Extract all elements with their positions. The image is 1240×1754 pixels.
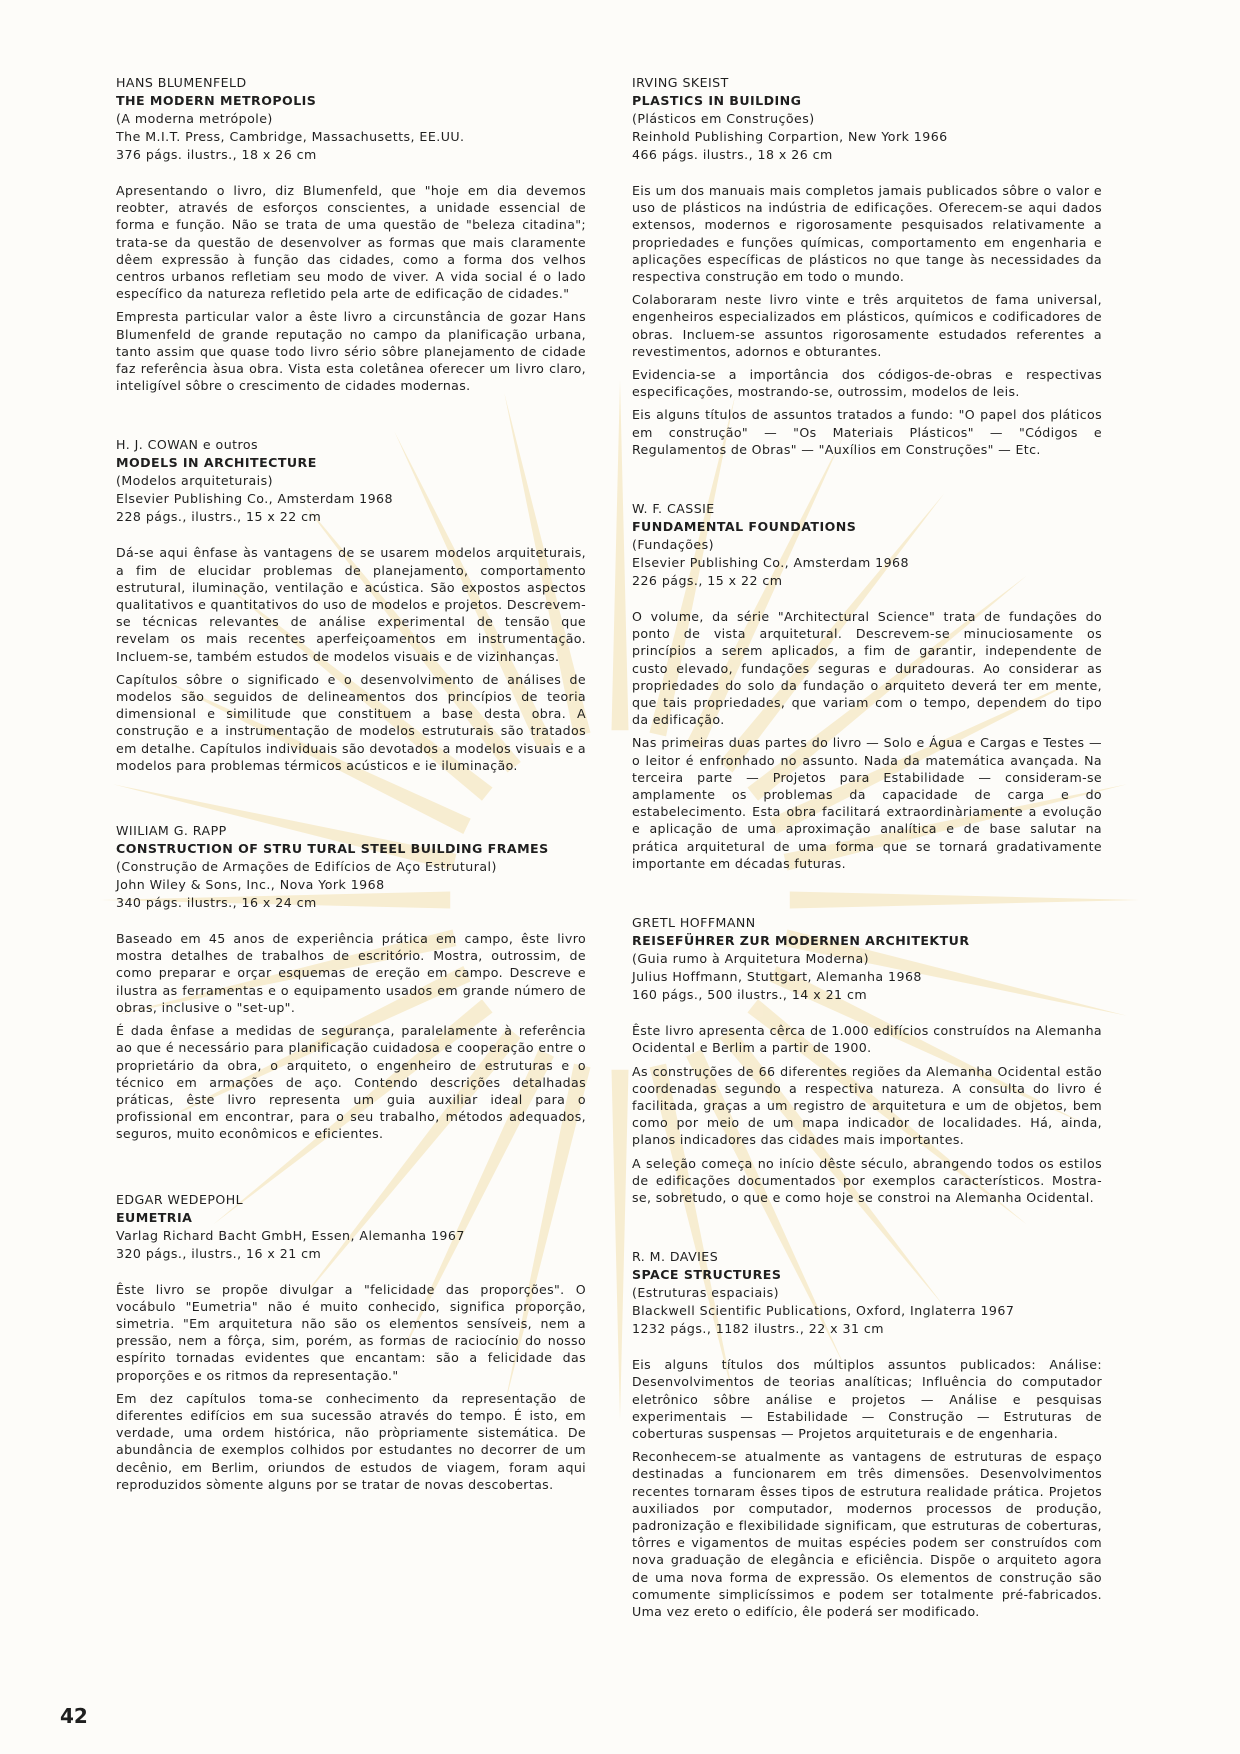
review-publisher: Reinhold Publishing Corpartion, New York 1966 — [632, 129, 948, 144]
review-paragraph: O volume, da série "Architectural Science" trata de fundações do ponto de vista arquitetural. Descrevem-se minuciosamente os princípios a serem aplicados, a fim de garantir, independente de custo elevado, fundações seguras e duradouras. Ao considerar as propriedades do solo da fundação o arquiteto deverá ter em mente, que tais propriedades, que variam com o tempo, dependem do tipo da edificação. — [632, 609, 1102, 728]
review-specs: 340 págs. ilustrs., 16 x 24 cm — [116, 895, 317, 911]
review-wedepohl — [116, 1191, 586, 1493]
review-paragraph: Em dez capítulos toma-se conhecimento da representação de diferentes edifícios em sua sucessão através do tempo. É isto, em verdade, uma ordem histórica, não pròpriamente sistemática. De abundância de exemplos colhidos por estudantes no decorrer de um decênio, em Berlim, oriundos de estudos de viagem, foram aqui reproduzidos sòmente alguns por se tratar de novas descobertas. — [116, 1390, 586, 1492]
review-publisher: Julius Hoffmann, Stuttgart, Alemanha 1968 — [632, 969, 922, 985]
review-body — [116, 930, 586, 1142]
review-author: WIILIAM G. RAPP — [116, 823, 227, 839]
review-paragraph: Empresta particular valor a êste livro a circunstância de gozar Hans Blumenfeld de grande reputação no campo da planificação urbana, tanto assim que quase todo livro sério sôbre planejamento de cidade faz referência àsua obra. Vista esta coletânea oferecer um livro claro, inteligível sôbre o crescimento de cidades modernas. — [116, 309, 586, 394]
review-publisher: Varlag Richard Bacht GmbH, Essen, Alemanha 1967 — [116, 1227, 465, 1243]
review-specs: 1232 págs., 1182 ilustrs., 22 x 31 cm — [632, 1321, 884, 1337]
review-davies — [632, 1248, 1102, 1620]
review-title: CONSTRUCTION OF STRU TURAL STEEL BUILDING FRAMES — [116, 841, 549, 857]
review-publisher: Elsevier Publishing Co., Amsterdam 1968 — [116, 491, 393, 507]
review-title: EUMETRIA — [116, 1209, 193, 1225]
review-author: HANS BLUMENFELD — [116, 75, 247, 90]
review-subtitle: (Estruturas espaciais) — [632, 1285, 779, 1301]
review-title: SPACE STRUCTURES — [632, 1267, 782, 1283]
review-paragraph: Eis alguns títulos dos múltiplos assuntos publicados: Análise: Desenvolvimentos de teorias analíticas; Influência do computador eletrônico sôbre análise e projetos — Análise e pesquisas experimentais — Estabilidade — Construção — Estruturas de coberturas suspensas — Projetos arquiteturais e de engenharia. — [632, 1357, 1102, 1441]
left-column — [116, 74, 586, 1535]
review-publisher: John Wiley & Sons, Inc., Nova York 1968 — [116, 877, 385, 893]
review-author: W. F. CASSIE — [632, 501, 715, 517]
review-title: THE MODERN METROPOLIS — [116, 93, 317, 108]
review-body — [632, 1356, 1102, 1620]
review-author: GRETL HOFFMANN — [632, 915, 756, 931]
review-paragraph: Capítulos sôbre o significado e o desenvolvimento de análises de modelos são seguidos de delineamentos dos princípios de teoria dimensional e similitude que constituem a base desta obra. A construção e a instrumentação de modelos estruturais são tratados em detalhe. Capítulos individuais são devotados a modelos visuais e a modelos para problemas térmicos acústicos e ie iluminação. — [116, 671, 586, 773]
review-title: FUNDAMENTAL FOUNDATIONS — [632, 519, 857, 535]
review-subtitle: (Construção de Armações de Edifícios de Aço Estrutural) — [116, 859, 497, 875]
review-paragraph: As construções de 66 diferentes regiões da Alemanha Ocidental estão coordenadas segundo a respectiva natureza. A consulta do livro é facilitada, graças a um registro de arquitetura e um de objetos, bem como por meio de um mapa indicador de localidades. Há, ainda, planos indicadores das cidades mais importantes. — [632, 1063, 1102, 1148]
review-paragraph: Eis alguns títulos de assuntos tratados a fundo: "O papel dos pláticos em construção" — "Os Materiais Plásticos" — "Códigos e Regulamentos de Obras" — "Auxílios em Construções" — Etc. — [632, 407, 1102, 457]
review-cassie — [632, 500, 1102, 872]
review-specs: 160 págs., 500 ilustrs., 14 x 21 cm — [632, 987, 868, 1003]
review-body — [116, 182, 586, 394]
review-publisher: Blackwell Scientific Publications, Oxford, Inglaterra 1967 — [632, 1303, 1015, 1319]
review-body — [632, 1022, 1102, 1206]
review-specs: 466 págs. ilustrs., 18 x 26 cm — [632, 147, 833, 162]
review-author: R. M. DAVIES — [632, 1249, 719, 1265]
review-subtitle: (Guia rumo à Arquitetura Moderna) — [632, 951, 870, 967]
review-paragraph: A seleção começa no início dêste século, abrangendo todos os estilos de edificações documentados por exemplos característicos. Mostra-se, sobretudo, o que e como hoje se constroi na Alemanha Ocidental. — [632, 1155, 1102, 1205]
review-body — [632, 182, 1102, 458]
review-body — [116, 544, 586, 774]
review-paragraph: Eis um dos manuais mais completos jamais publicados sôbre o valor e uso de plásticos na indústria de edificações. Oferecem-se aqui dados extensos, modernos e rigorosamente pesquisados relativamente a propriedades e funções químicas, comportamento em engenharia e aplicações específicas de plásticos no que tange às necessidades da respectiva construção em todo o mundo. — [632, 183, 1102, 285]
review-subtitle: (Plásticos em Construções) — [632, 111, 815, 126]
review-cowan — [116, 436, 586, 774]
review-paragraph: É dada ênfase a medidas de segurança, paralelamente à referência ao que é necessário para planificação cuidadosa e cooperação entre o proprietário da obra, o arquiteto, o engenheiro de estruturas e o técnico em armações de aço. Contendo descrições detalhadas práticas, êste livro representa um guia auxiliar ideal para o profissional em encontrar, para o seu trabalho, métodos adequados, seguros, muito econômicos e eficientes. — [116, 1023, 586, 1142]
review-author: IRVING SKEIST — [632, 75, 729, 90]
sunburst-ray — [612, 380, 629, 730]
review-title: MODELS IN ARCHITECTURE — [116, 455, 317, 471]
review-subtitle: (Modelos arquiteturais) — [116, 473, 273, 489]
review-specs: 320 págs., ilustrs., 16 x 21 cm — [116, 1245, 322, 1261]
review-publisher: Elsevier Publishing Co., Amsterdam 1968 — [632, 555, 909, 571]
review-skeist — [632, 74, 1102, 458]
review-specs: 376 págs. ilustrs., 18 x 26 cm — [116, 147, 317, 162]
review-specs: 226 págs., 15 x 22 cm — [632, 573, 783, 589]
right-column — [632, 74, 1102, 1662]
review-paragraph: Evidencia-se a importância dos códigos-de-obras e respectivas especificações, mostrando-se, outrossim, modelos de leis. — [632, 367, 1102, 400]
review-paragraph: Baseado em 45 anos de experiência prática em campo, êste livro mostra detalhes de trabalhos de escritório. Mostra, outrossim, de como preparar e orçar esquemas de ereção em campo. Descreve e ilustra as ferramentas e o equipamento usados em grande número de obras, inclusive o "set-up". — [116, 931, 586, 1015]
review-author: EDGAR WEDEPOHL — [116, 1191, 244, 1207]
review-paragraph: Nas primeiras duas partes do livro — Solo e Água e Cargas e Testes — o leitor é enfronhado no assunto. Nada da matemática avançada. Na terceira parte — Projetos para Estabilidade — consideram-se amplamente os problemas da capacidade de carga e do estabelecimento. Esta obra facilitará extraordinàriamente a evolução e aplicação de uma aproximação analítica e de base salutar na prática arquitetural de uma forma que se tornará gradativamente importante em décadas futuras. — [632, 735, 1102, 871]
review-body — [116, 1281, 586, 1493]
review-paragraph: Reconhecem-se atualmente as vantagens de estruturas de espaço destinadas a funcionarem em três dimensões. Desenvolvimentos recentes tornaram êsses tipos de estrutura realidade prática. Projetos auxiliados por computador, modernos processos de produção, padronização e flexibilidade significam, que estruturas de coberturas, tôrres e vigamentos de muitas espécies podem ser construídos com nova graduação de elegância e eficiência. Dispõe o arquiteto agora de uma nova forma de expressão. Os elementos de construção são comumente simplicíssimos e podem ser totalmente pré-fabricados. Uma vez ereto o edifício, êle poderá ser modificado. — [632, 1449, 1102, 1619]
review-subtitle: (Fundações) — [632, 537, 714, 553]
review-specs: 228 págs., ilustrs., 15 x 22 cm — [116, 509, 322, 525]
review-paragraph: Dá-se aqui ênfase às vantagens de se usarem modelos arquiteturais, a fim de elucidar problemas de planejamento, comportamento estrutural, iluminação, ventilação e acústica. São expostos aspectos qualitativos e quantitativos do uso de modelos e projetos. Descrevem-se técnicas relevantes de análise experimental de tensão que revelam os mais recentes aperfeiçoamentos em instrumentação. Incluem-se, também estudos de modelos visuais e de vizinhanças. — [116, 545, 586, 664]
sunburst-ray — [612, 1070, 629, 1420]
review-rapp — [116, 822, 586, 1142]
review-hoffmann — [632, 914, 1102, 1206]
review-body — [632, 608, 1102, 872]
review-paragraph: Êste livro se propõe divulgar a "felicidade das proporções". O vocábulo "Eumetria" não é muito conhecido, significa proporção, simetria. "Em arquitetura não são os elementos sensíveis, nem a pressão, nem a fôrça, sim, porém, as formas de raciocínio do nosso espírito tornadas evidentes que encantam: são a felicidade das proporções e os ritmos da representação." — [116, 1281, 586, 1383]
review-paragraph: Êste livro apresenta cêrca de 1.000 edifícios construídos na Alemanha Ocidental e Berlim a partir de 1900. — [632, 1023, 1102, 1056]
review-author: H. J. COWAN e outros — [116, 437, 259, 453]
review-subtitle: (A moderna metrópole) — [116, 111, 273, 126]
review-blumenfeld — [116, 74, 586, 394]
review-paragraph: Colaboraram neste livro vinte e três arquitetos de fama universal, engenheiros especializados em plásticos, químicos e codificadores de obras. Incluem-se assuntos rigorosamente estudados referentes a revestimentos, adornos e obturantes. — [632, 292, 1102, 359]
review-title: REISEFÜHRER ZUR MODERNEN ARCHITEKTUR — [632, 933, 970, 949]
page-number: 42 — [60, 1704, 88, 1728]
review-paragraph: Apresentando o livro, diz Blumenfeld, que "hoje em dia devemos reobter, através de esforços conscientes, a unidade essencial de forma e função. Não se trata de uma questão de "beleza citadina"; trata-se da questão de desenvolver as formas que mais claramente dêem expressão à função das cidades, como a forma dos velhos centros urbanos refletiam seu modo de viver. A vida social é o lado específico da natureza refletido pela arte de edificação de cidades." — [116, 183, 586, 302]
review-title: PLASTICS IN BUILDING — [632, 93, 802, 108]
review-publisher: The M.I.T. Press, Cambridge, Massachusetts, EE.UU. — [116, 129, 465, 144]
